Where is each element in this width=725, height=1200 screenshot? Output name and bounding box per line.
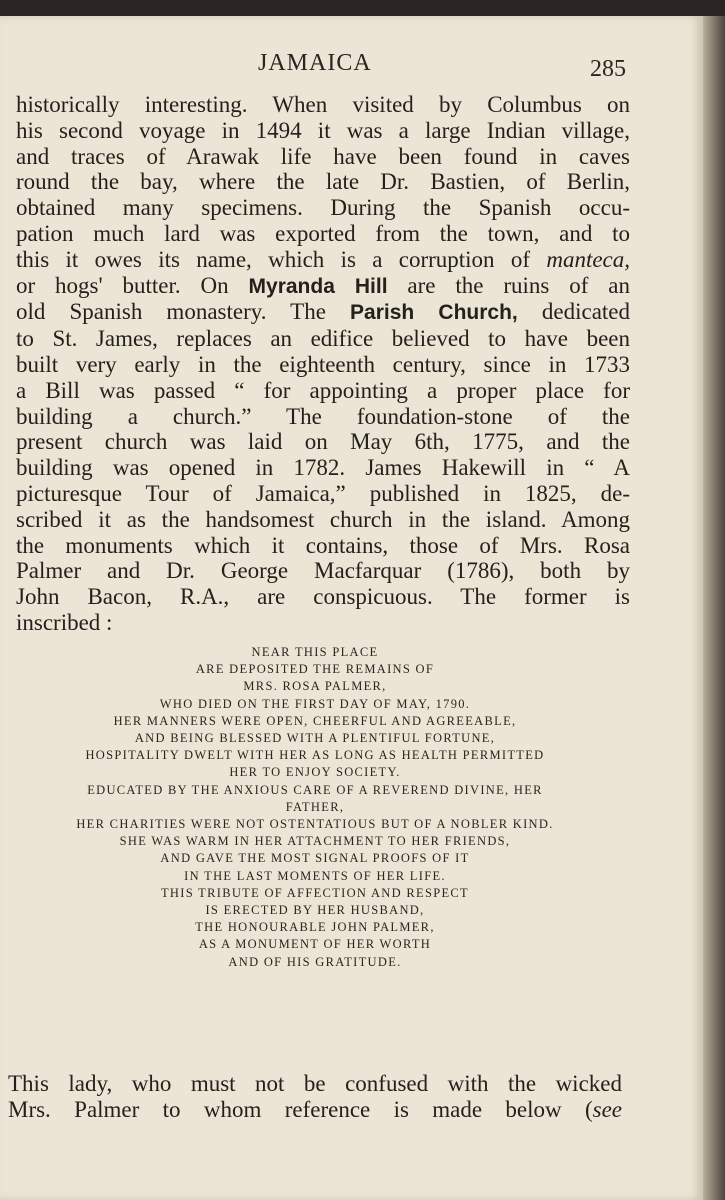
text-line: Palmer and Dr. George Macfarquar (1786), both by: [16, 558, 630, 584]
inscription-line: MRS. ROSA PALMER,: [243, 679, 387, 694]
inscription-line: HOSPITALITY DWELT WITH HER AS LONG AS HEALTH PERMITTED: [85, 748, 545, 763]
text-run: Mrs. Palmer to whom reference is made below (: [8, 1096, 593, 1122]
inscription-line: SHE WAS WARM IN HER ATTACHMENT TO HER FRIENDS,: [119, 834, 511, 849]
text-line: his second voyage in 1494 it was a large Indian village,: [16, 117, 630, 143]
inscription-line: IS ERECTED BY HER HUSBAND,: [205, 903, 425, 918]
inscription-line: THIS TRIBUTE OF AFFECTION AND RESPECT: [161, 885, 469, 900]
text-line: historically interesting. When visited by Columbus on: [16, 92, 630, 117]
text-line: [16, 247, 630, 273]
text-line: John Bacon, R.A., are conspicuous. The former is: [16, 584, 630, 610]
running-head: JAMAICA: [258, 50, 372, 76]
text-line: [16, 299, 630, 326]
place-name-myranda-hill: Myranda Hill: [248, 274, 388, 298]
text-line: and traces of Arawak life have been found in caves: [16, 143, 630, 169]
inscription-line: HER CHARITIES WERE NOT OSTENTATIOUS BUT OF A NOBLER KIND.: [76, 817, 554, 832]
inscription-line: AS A MONUMENT OF HER WORTH: [198, 937, 432, 952]
text-line: [16, 273, 630, 300]
inscription-line: HER MANNERS WERE OPEN, CHEERFUL AND AGREEABLE,: [113, 713, 517, 728]
text-line: a Bill was passed “ for appointing a proper place for: [16, 377, 630, 403]
inscription-line: EDUCATED BY THE ANXIOUS CARE OF A REVEREND DIVINE, HER: [87, 782, 543, 797]
text-run: are the ruins of an: [387, 272, 630, 298]
text-line: picturesque Tour of Jamaica,” published in 1825, de-: [16, 480, 630, 506]
italic-term: see: [592, 1096, 622, 1122]
inscription-line: IN THE LAST MOMENTS OF HER LIFE.: [184, 868, 446, 883]
memorial-inscription: [0, 644, 630, 971]
inscription-line: AND BEING BLESSED WITH A PLENTIFUL FORTUNE,: [134, 731, 496, 746]
text-line: building a church.” The foundation-stone of the: [16, 403, 630, 429]
text-line: the monuments which it contains, those of Mrs. Rosa: [16, 532, 630, 558]
text-line: round the bay, where the late Dr. Bastien, of Berlin,: [16, 169, 630, 195]
inscription-line: NEAR THIS PLACE: [251, 645, 379, 659]
page-number: 285: [590, 56, 626, 82]
text-run: or hogs' butter. On: [16, 272, 249, 298]
inscription-line: AND OF HIS GRATITUDE.: [228, 954, 402, 969]
text-run: dedicated: [517, 299, 630, 325]
inscription-line: WHO DIED ON THE FIRST DAY OF MAY, 1790.: [159, 696, 471, 711]
inscription-line: HER TO ENJOY SOCIETY.: [229, 765, 401, 780]
text-line: present church was laid on May 6th, 1775, and the: [16, 429, 630, 455]
text-line: obtained many specimens. During the Spanish occu-: [16, 195, 630, 221]
text-line: building was opened in 1782. James Hakewill in “ A: [16, 455, 630, 481]
text-line: inscribed :: [16, 609, 113, 635]
text-line: to St. James, replaces an edifice believed to have been: [16, 326, 630, 352]
book-spine-edge: [703, 16, 725, 1200]
text-line: pation much lard was exported from the town, and to: [16, 220, 630, 246]
text-run: old Spanish monastery. The: [16, 299, 351, 325]
italic-term: manteca,: [546, 246, 630, 272]
text-line: scribed it as the handsomest church in the island. Among: [16, 506, 630, 532]
text-line: This lady, who must not be confused with the wicked: [8, 1071, 622, 1096]
inscription-line: ARE DEPOSITED THE REMAINS OF: [195, 662, 435, 677]
text-line: built very early in the eighteenth century, since in 1733: [16, 351, 630, 377]
body-paragraph: [16, 92, 630, 636]
text-line: [8, 1097, 622, 1123]
text-run: this it owes its name, which is a corruption of: [16, 246, 547, 272]
inscription-line: THE HONOURABLE JOHN PALMER,: [195, 920, 435, 935]
inscription-line: FATHER,: [285, 799, 345, 814]
page-header: [0, 50, 703, 84]
continuation-paragraph: [8, 1071, 622, 1122]
place-name-parish-church: Parish Church,: [350, 301, 518, 325]
inscription-line: AND GAVE THE MOST SIGNAL PROOFS OF IT: [160, 851, 470, 866]
